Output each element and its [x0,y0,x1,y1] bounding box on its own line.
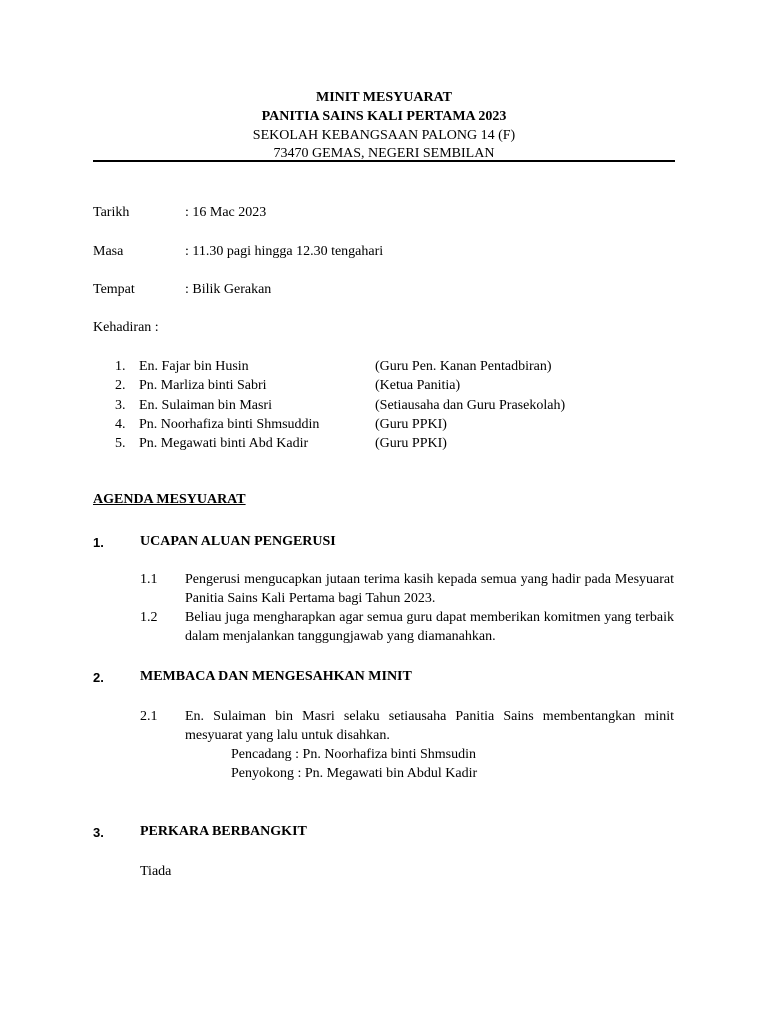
attendee-role: (Guru Pen. Kanan Pentadbiran) [375,359,552,374]
attendee-name: En. Sulaiman bin Masri [139,398,272,413]
school-address: 73470 GEMAS, NEGERI SEMBILAN [273,146,495,161]
attendee-role: (Guru PPKI) [375,417,447,432]
item-text: Pengerusi mengucapkan jutaan terima kasih kepada semua yang hadir pada Mesyuarat Panitia Sains Kali Pertama bagi Tahun 2023. [185,572,674,606]
seconder: Penyokong : Pn. Megawati bin Abdul Kadir [231,766,478,781]
attendee-role: (Setiausaha dan Guru Prasekolah) [375,398,566,413]
proposer: Pencadang : Pn. Noorhafiza binti Shmsudin [231,747,476,762]
item-number: 1.1 [140,572,158,587]
attendee-number: 5. [115,436,126,451]
item-number: 1.2 [140,610,158,625]
time-value: : 11.30 pagi hingga 12.30 tengahari [185,244,384,259]
document-title: MINIT MESYUARAT [316,90,452,105]
attendee-number: 2. [115,378,126,393]
attendee-name: En. Fajar bin Husin [139,359,249,374]
venue-value: : Bilik Gerakan [185,282,272,297]
item-text: Beliau juga mengharapkan agar semua guru dapat memberikan komitmen yang terbaik dalam menjalankan tanggungjawab yang diamanahkan. [185,610,674,644]
venue-label: Tempat [93,282,135,297]
attendee-name: Pn. Megawati binti Abd Kadir [139,436,309,451]
time-label: Masa [93,244,124,259]
header-divider [93,160,675,162]
section-number: 2. [93,670,104,685]
item-number: 2.1 [140,709,158,724]
section-number: 1. [93,535,104,550]
attendee-name: Pn. Marliza binti Sabri [139,378,267,393]
section-number: 3. [93,825,104,840]
attendee-role: (Ketua Panitia) [375,378,461,393]
item-text: En. Sulaiman bin Masri selaku setiausaha Panitia Sains membentangkan minit mesyuarat yang lalu untuk disahkan. [185,709,674,743]
date-label: Tarikh [93,205,130,220]
section-title: MEMBACA DAN MENGESAHKAN MINIT [140,669,412,684]
attendee-number: 1. [115,359,126,374]
attendee-number: 4. [115,417,126,432]
attendee-number: 3. [115,398,126,413]
section-title: UCAPAN ALUAN PENGERUSI [140,534,336,549]
document-subtitle: PANITIA SAINS KALI PERTAMA 2023 [261,109,507,124]
attendance-heading: Kehadiran : [93,320,159,335]
date-value: : 16 Mac 2023 [185,205,267,220]
school-name: SEKOLAH KEBANGSAAN PALONG 14 (F) [252,128,516,143]
attendee-role: (Guru PPKI) [375,436,447,451]
agenda-heading: AGENDA MESYUARAT [93,492,246,507]
section-body: Tiada [140,864,172,879]
section-title: PERKARA BERBANGKIT [140,824,307,839]
attendee-name: Pn. Noorhafiza binti Shmsuddin [139,417,320,432]
